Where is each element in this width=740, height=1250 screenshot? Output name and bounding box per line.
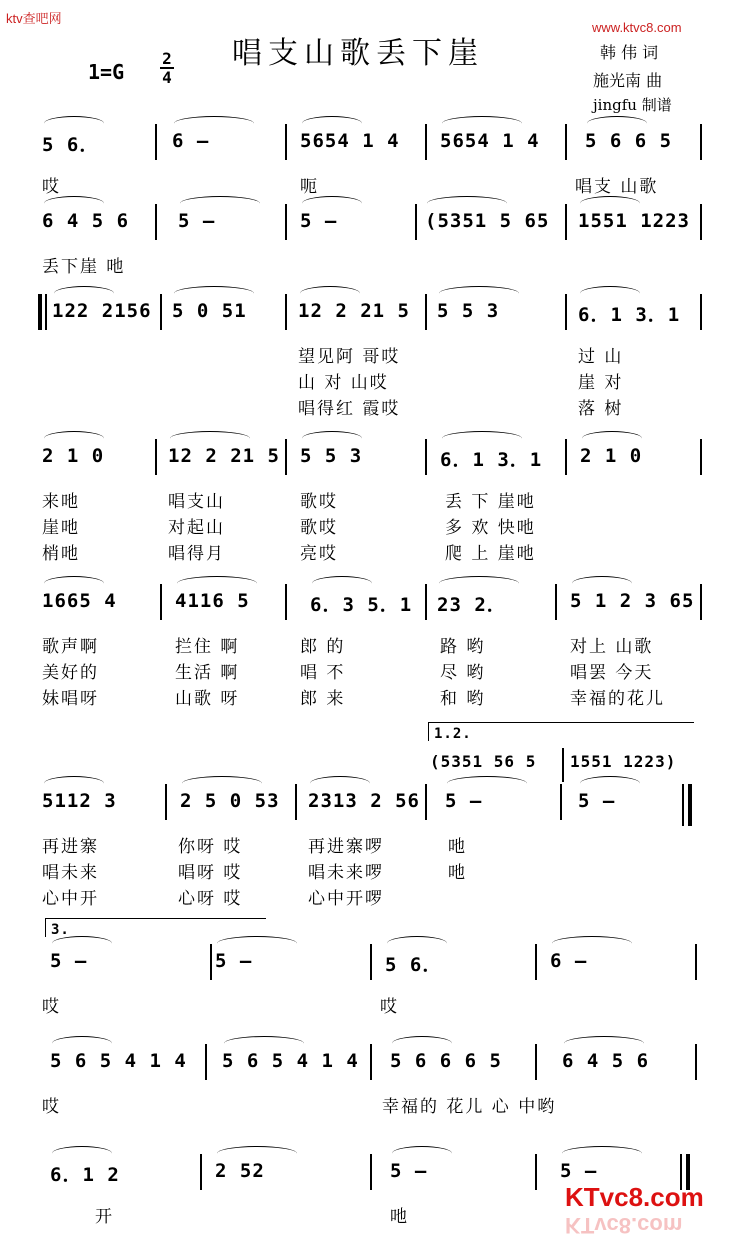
- lyric-text: 和 哟: [440, 689, 486, 709]
- note-group: 5 5 3: [300, 445, 363, 467]
- lyric-text: 丢 下 崖吔: [445, 492, 536, 512]
- barline: [700, 204, 702, 240]
- lyric-text: 唱未来: [42, 863, 99, 883]
- barline: [700, 124, 702, 160]
- lyric-text: 唱 不: [300, 663, 346, 683]
- lyric-text: 美好的: [42, 663, 99, 683]
- lyric-text: 你呀 哎: [178, 837, 243, 857]
- slur-arc: [300, 286, 360, 301]
- note-group: 4116 5: [175, 590, 250, 612]
- note-group: 5 5 3: [437, 300, 500, 322]
- lyric-text: 吔: [448, 863, 467, 883]
- slur-arc: [180, 196, 260, 211]
- lyric-text: 心中开: [42, 889, 99, 909]
- lyric-text: 唱支 山歌: [575, 177, 659, 197]
- barline: [285, 584, 287, 620]
- note-group: 6 –: [172, 130, 210, 152]
- slur-arc: [442, 431, 522, 446]
- slur-arc: [580, 776, 640, 791]
- slur-arc: [217, 936, 297, 951]
- note-group: 5 –: [178, 210, 216, 232]
- barline: [160, 584, 162, 620]
- lyric-text: 哎: [42, 1097, 61, 1117]
- note-group: 6 –: [550, 950, 588, 972]
- barline: [425, 584, 427, 620]
- lyric-text: 落 树: [578, 399, 624, 419]
- note-group: 2 1 0: [580, 445, 643, 467]
- barline: [160, 294, 162, 330]
- slur-arc: [224, 1036, 304, 1051]
- slur-arc: [44, 116, 104, 131]
- note-group: 6．1 2: [50, 1164, 120, 1186]
- lyric-text: 过 山: [578, 347, 624, 367]
- note-group: 5 6 5 4 1 4: [222, 1050, 359, 1072]
- slur-arc: [564, 1036, 644, 1051]
- note-group: 6．1 3．1: [578, 304, 681, 326]
- barline: [285, 124, 287, 160]
- note-group: 5 1 2 3 65: [570, 590, 695, 612]
- lyric-text: 吔: [390, 1207, 409, 1227]
- slur-arc: [312, 576, 372, 591]
- lyric-text: 唱未来啰: [308, 863, 384, 883]
- barline: [155, 204, 157, 240]
- slur-arc: [302, 116, 362, 131]
- note-group: 1551 1223: [578, 210, 690, 232]
- repeat-end-bar: [688, 784, 692, 826]
- slur-arc: [217, 1146, 297, 1161]
- lyric-text: 郎 的: [300, 637, 346, 657]
- transcriber-credit: jingfu 制谱: [593, 96, 672, 114]
- slur-arc: [439, 576, 519, 591]
- barline: [700, 584, 702, 620]
- note-group: 5 6．: [42, 134, 100, 156]
- note-group: 5 –: [390, 1160, 428, 1182]
- note-group: (5351 5 65: [425, 210, 550, 232]
- barline: [155, 439, 157, 475]
- note-group: 5654 1 4: [300, 130, 400, 152]
- site-logo: KTvc8.com: [565, 1182, 704, 1212]
- lyric-text: 山 对 山哎: [298, 373, 389, 393]
- lyric-text: 歌哎: [300, 492, 338, 512]
- note-group: 2 1 0: [42, 445, 105, 467]
- barline: [425, 439, 427, 475]
- barline: [370, 1154, 372, 1190]
- slur-arc: [44, 196, 104, 211]
- lyric-text: 幸福的花儿: [570, 689, 665, 709]
- repeat-start-thin: [45, 294, 47, 330]
- interlude-notes: (5351 56 5: [430, 752, 537, 771]
- note-group: 5 6 6 6 5: [390, 1050, 502, 1072]
- key-signature: [88, 60, 124, 84]
- lyric-text: 唱呀 哎: [178, 863, 243, 883]
- lyric-text: 妹唱呀: [42, 689, 99, 709]
- barline: [165, 784, 167, 820]
- lyric-text: 幸福的 花儿 心 中哟: [382, 1097, 557, 1117]
- barline: [535, 1044, 537, 1080]
- note-group: 5 6 6 5: [585, 130, 673, 152]
- slur-arc: [439, 286, 519, 301]
- repeat-start-bar: [38, 294, 42, 330]
- slur-arc: [562, 1146, 642, 1161]
- lyric-text: 爬 上 崖吔: [445, 544, 536, 564]
- volta-bracket: [45, 918, 266, 937]
- lyricist-credit: 韩 伟 词: [600, 43, 659, 62]
- barline: [210, 944, 212, 980]
- barline: [560, 784, 562, 820]
- barline: [285, 294, 287, 330]
- lyric-text: 吔: [448, 837, 467, 857]
- note-group: 6．3 5．1: [310, 594, 413, 616]
- lyric-text: 歌哎: [300, 518, 338, 538]
- lyric-text: 唱得月: [168, 544, 225, 564]
- slur-arc: [44, 776, 104, 791]
- lyric-text: 望见阿 哥哎: [298, 347, 401, 367]
- barline: [425, 124, 427, 160]
- barline: [285, 204, 287, 240]
- lyric-text: 唱罢 今天: [570, 663, 654, 683]
- lyric-text: 再进寨: [42, 837, 99, 857]
- note-group: 1665 4: [42, 590, 117, 612]
- slur-arc: [170, 431, 250, 446]
- slur-arc: [52, 936, 112, 951]
- note-group: 5 –: [50, 950, 88, 972]
- time-sig-top: 2: [162, 49, 172, 68]
- lyric-text: 崖吔: [42, 518, 80, 538]
- note-group: 5 6 5 4 1 4: [50, 1050, 187, 1072]
- note-group: 5 –: [560, 1160, 598, 1182]
- lyric-text: 尽 哟: [440, 663, 486, 683]
- key-text: 1=G: [88, 60, 125, 84]
- lyric-text: 山歌 呀: [175, 689, 240, 709]
- barline: [370, 944, 372, 980]
- barline: [200, 1154, 202, 1190]
- lyric-text: 丢下崖 吔: [42, 257, 126, 277]
- slur-arc: [580, 286, 640, 301]
- slur-arc: [447, 776, 527, 791]
- slur-arc: [587, 116, 647, 131]
- slur-arc: [54, 286, 114, 301]
- note-group: 5 –: [215, 950, 253, 972]
- note-group: 6．1 3．1: [440, 449, 543, 471]
- song-title: 唱支山歌丢下崖: [232, 36, 484, 71]
- note-group: 12 2 21 5: [298, 300, 410, 322]
- slur-arc: [44, 576, 104, 591]
- barline: [695, 1044, 697, 1080]
- lyric-text: 拦住 啊: [175, 637, 240, 657]
- lyric-text: 梢吔: [42, 544, 80, 564]
- slur-arc: [552, 936, 632, 951]
- lyric-text: 对上 山歌: [570, 637, 654, 657]
- barline: [205, 1044, 207, 1080]
- slur-arc: [392, 1036, 452, 1051]
- barline: [295, 784, 297, 820]
- lyric-text: 哎: [380, 997, 399, 1017]
- note-group: 2 52: [215, 1160, 265, 1182]
- lyric-text: 多 欢 快吔: [445, 518, 536, 538]
- slur-arc: [174, 116, 254, 131]
- barline: [535, 1154, 537, 1190]
- barline: [555, 584, 557, 620]
- barline: [155, 124, 157, 160]
- barline: [565, 294, 567, 330]
- barline: [370, 1044, 372, 1080]
- lyric-text: 对起山: [168, 518, 225, 538]
- lyric-text: 亮哎: [300, 544, 338, 564]
- watermark-top: ktv查吧网: [6, 11, 62, 26]
- slur-arc: [52, 1146, 112, 1161]
- lyric-text: 唱得红 霞哎: [298, 399, 401, 419]
- slur-arc: [310, 776, 370, 791]
- time-signature: [160, 50, 174, 86]
- barline: [562, 748, 564, 782]
- slur-arc: [572, 576, 632, 591]
- lyric-text: 心中开啰: [308, 889, 384, 909]
- interlude-notes: 1551 1223): [570, 752, 677, 771]
- note-group: 5112 3: [42, 790, 117, 812]
- lyric-text: 心呀 哎: [178, 889, 243, 909]
- note-group: 122 2156: [52, 300, 152, 322]
- lyric-text: 唱支山: [168, 492, 225, 512]
- slur-arc: [52, 1036, 112, 1051]
- lyric-text: 哎: [42, 997, 61, 1017]
- note-group: 5 0 51: [172, 300, 247, 322]
- lyric-text: 呃: [300, 177, 319, 197]
- volta-label: 3.: [51, 922, 70, 938]
- barline: [700, 294, 702, 330]
- slur-arc: [392, 1146, 452, 1161]
- note-group: 6 4 5 6: [562, 1050, 650, 1072]
- watermark-url: www.ktvc8.com: [592, 20, 682, 35]
- barline: [700, 439, 702, 475]
- lyric-text: 崖 对: [578, 373, 624, 393]
- note-group: 5 –: [578, 790, 616, 812]
- note-group: 6 4 5 6: [42, 210, 130, 232]
- barline: [565, 204, 567, 240]
- slur-arc: [44, 431, 104, 446]
- note-group: 5 –: [300, 210, 338, 232]
- slur-arc: [442, 116, 522, 131]
- lyric-text: 歌声啊: [42, 637, 99, 657]
- composer-credit: 施光南 曲: [593, 71, 663, 90]
- note-group: 5 –: [445, 790, 483, 812]
- slur-arc: [177, 576, 257, 591]
- barline: [535, 944, 537, 980]
- slur-arc: [580, 196, 640, 211]
- repeat-end-thin: [682, 784, 684, 826]
- lyric-text: 再进寨啰: [308, 837, 384, 857]
- lyric-text: 路 哟: [440, 637, 486, 657]
- note-group: 12 2 21 5: [168, 445, 280, 467]
- note-group: 5 6．: [385, 954, 443, 976]
- barline: [565, 124, 567, 160]
- note-group: 2313 2 56: [308, 790, 420, 812]
- slur-arc: [302, 196, 362, 211]
- slur-arc: [302, 431, 362, 446]
- note-group: 5654 1 4: [440, 130, 540, 152]
- barline: [425, 784, 427, 820]
- lyric-text: 生活 啊: [175, 663, 240, 683]
- barline: [425, 294, 427, 330]
- lyric-text: 郎 来: [300, 689, 346, 709]
- barline: [565, 439, 567, 475]
- slur-arc: [174, 286, 254, 301]
- slur-arc: [582, 431, 642, 446]
- slur-arc: [182, 776, 262, 791]
- barline: [415, 204, 417, 240]
- lyric-text: 哎: [42, 177, 61, 197]
- barline: [695, 944, 697, 980]
- slur-arc: [427, 196, 507, 211]
- time-sig-bottom: 4: [162, 68, 172, 87]
- lyric-text: 来吔: [42, 492, 80, 512]
- site-logo-reflection: KTvc8.com: [565, 1213, 683, 1238]
- volta-label: 1.2.: [434, 726, 472, 742]
- note-group: 2 5 0 53: [180, 790, 280, 812]
- barline: [285, 439, 287, 475]
- lyric-text: 开: [95, 1207, 114, 1227]
- slur-arc: [387, 936, 447, 951]
- note-group: 23 2．: [437, 594, 507, 616]
